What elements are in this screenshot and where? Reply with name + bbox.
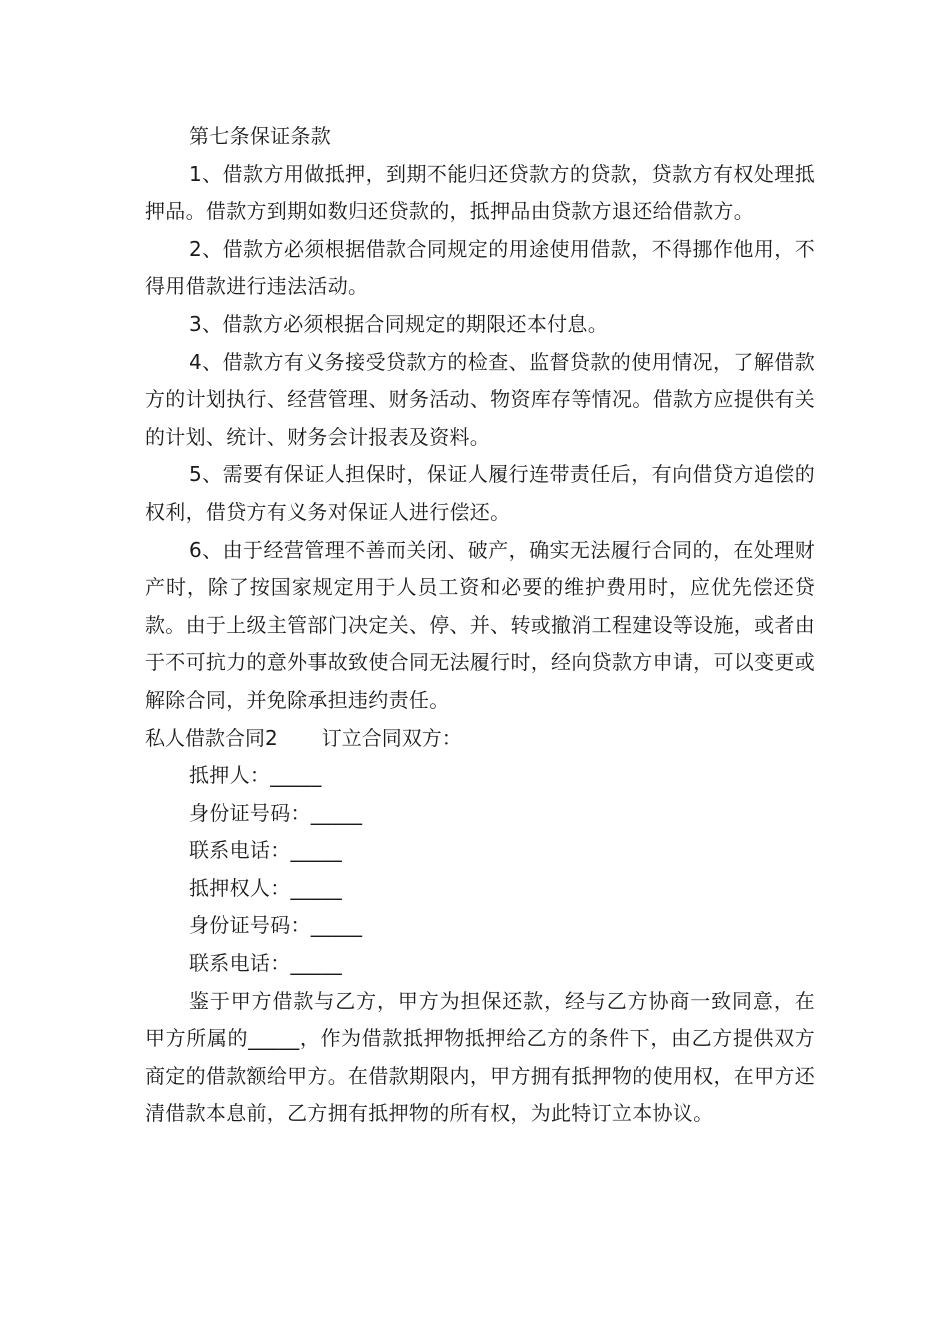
field-mortgagor-phone: 联系电话：_____	[189, 838, 342, 863]
contract2-title: 私人借款合同2	[145, 725, 278, 750]
field-mortgagee: 抵押权人：_____	[189, 875, 342, 900]
clause-3: 3、借款方必须根据合同规定的期限还本付息。	[189, 311, 609, 336]
contract2-heading	[145, 720, 815, 758]
field-mortgagor-id: 身份证号码：_____	[189, 800, 363, 825]
contract2-parties-label: 订立合同双方：	[321, 725, 462, 750]
clause-1: 1、借款方用做抵押，到期不能归还贷款方的贷款，贷款方有权处理抵押品。借款方到期如数归还贷款的，抵押品由贷款方退还给借款方。	[145, 161, 815, 224]
clause-2: 2、借款方必须根据借款合同规定的用途使用借款，不得挪作他用，不得用借款进行违法活动。	[145, 236, 815, 299]
section-title: 第七条保证条款	[189, 124, 332, 148]
field-mortgagee-id: 身份证号码：_____	[189, 913, 363, 938]
clause-4: 4、借款方有义务接受贷款方的检查、监督贷款的使用情况，了解借款方的计划执行、经营管理、财务活动、物资库存等情况。借款方应提供有关的计划、统计、财务会计报表及资料。	[145, 349, 815, 449]
field-mortgagor: 抵押人：_____	[189, 763, 322, 788]
field-mortgagee-phone: 联系电话：_____	[189, 951, 342, 976]
contract2-body: 鉴于甲方借款与乙方，甲方为担保还款，经与乙方协商一致同意，在甲方所属的_____，作为借款抵押物抵押给乙方的条件下，由乙方提供双方商定的借款额给甲方。在借款期限内，甲方拥有抵押物的使用权，在甲方还清借款本息前，乙方拥有抵押物的所有权，为此特订立本协议。	[145, 988, 815, 1126]
document-body	[145, 118, 815, 1133]
clause-5: 5、需要有保证人担保时，保证人履行连带责任后，有向借贷方追偿的权利，借贷方有义务对保证人进行偿还。	[145, 462, 815, 524]
clause-6: 6、由于经营管理不善而关闭、破产，确实无法履行合同的，在处理财产时，除了按国家规定用于人员工资和必要的维护费用时，应优先偿还贷款。由于上级主管部门决定关、停、并、转或撤消工程建设等设施，或者由于不可抗力的意外事故致使合同无法履行时，经向贷款方申请，可以变更或解除合同，并免除承担违约责任。	[145, 537, 815, 712]
